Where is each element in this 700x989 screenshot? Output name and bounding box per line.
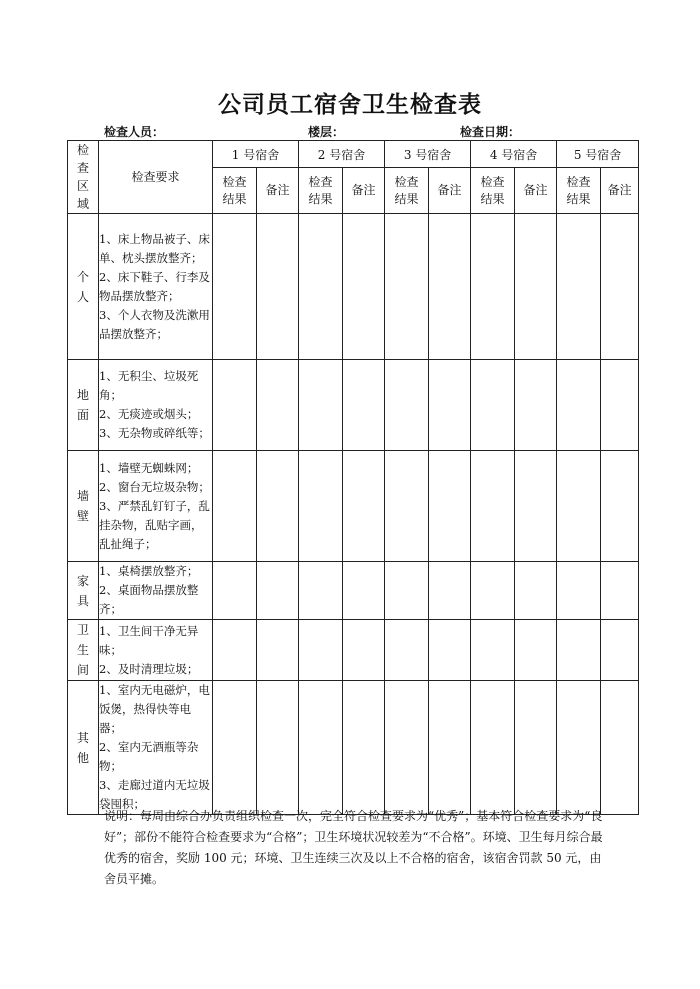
remark-cell[interactable] <box>601 451 639 562</box>
remark-cell[interactable] <box>429 360 471 451</box>
dorm-header-4: 4 号宿舍 <box>471 141 557 168</box>
requirement-item: 2、室内无酒瓶等杂物； <box>99 740 199 773</box>
result-cell[interactable] <box>213 681 257 815</box>
area-cell: 个 人 <box>68 214 99 360</box>
result-cell[interactable] <box>299 620 343 681</box>
result-cell[interactable] <box>213 562 257 620</box>
table-row <box>68 360 639 451</box>
area-cell: 其 他 <box>68 681 99 815</box>
result-cell[interactable] <box>385 681 429 815</box>
area-cell: 地 面 <box>68 360 99 451</box>
requirement-item: 2、床下鞋子、行李及物品摆放整齐； <box>99 269 210 303</box>
requirement-cell <box>99 620 213 681</box>
remark-cell[interactable] <box>343 562 385 620</box>
remark-cell[interactable] <box>601 360 639 451</box>
dorm-header-5: 5 号宿舍 <box>557 141 639 168</box>
result-cell[interactable] <box>557 562 601 620</box>
remark-cell[interactable] <box>429 214 471 360</box>
inspector-label: 检查人员： <box>104 125 165 139</box>
result-cell[interactable] <box>471 451 515 562</box>
result-header-5: 检查 结果 <box>557 168 601 214</box>
remark-cell[interactable] <box>343 451 385 562</box>
table-row <box>68 562 639 620</box>
result-header-4: 检查 结果 <box>471 168 515 214</box>
page-title: 公司员工宿舍卫生检查表 <box>218 91 482 118</box>
requirement-item: 2、桌面物品摆放整齐； <box>99 583 199 616</box>
requirement-item: 3、个人衣物及洗漱用品摆放整齐； <box>99 307 210 341</box>
date-label: 检查日期： <box>460 125 521 139</box>
result-cell[interactable] <box>471 562 515 620</box>
requirement-item: 3、无杂物或碎纸等； <box>99 426 210 440</box>
remark-header-4: 备注 <box>515 168 557 214</box>
dorm-header-1: 1 号宿舍 <box>213 141 299 168</box>
remark-cell[interactable] <box>429 451 471 562</box>
result-cell[interactable] <box>557 620 601 681</box>
result-cell[interactable] <box>385 214 429 360</box>
requirement-cell <box>99 214 213 360</box>
remark-cell[interactable] <box>257 451 299 562</box>
result-cell[interactable] <box>471 360 515 451</box>
result-cell[interactable] <box>557 360 601 451</box>
remark-cell[interactable] <box>515 214 557 360</box>
remark-cell[interactable] <box>515 620 557 681</box>
remark-cell[interactable] <box>257 681 299 815</box>
result-cell[interactable] <box>299 681 343 815</box>
remark-header-2: 备注 <box>343 168 385 214</box>
requirement-item: 3、走廊过道内无垃圾袋囤积； <box>99 778 210 811</box>
table-row <box>68 681 639 815</box>
remark-cell[interactable] <box>257 360 299 451</box>
area-header: 检 查 区 域 <box>68 141 99 214</box>
result-header-1: 检查 结果 <box>213 168 257 214</box>
table-row <box>68 451 639 562</box>
remark-cell[interactable] <box>429 681 471 815</box>
result-cell[interactable] <box>557 681 601 815</box>
result-cell[interactable] <box>299 562 343 620</box>
remark-cell[interactable] <box>343 620 385 681</box>
result-header-2: 检查 结果 <box>299 168 343 214</box>
result-cell[interactable] <box>299 214 343 360</box>
remark-header-5: 备注 <box>601 168 639 214</box>
result-cell[interactable] <box>213 451 257 562</box>
area-cell: 墙 壁 <box>68 451 99 562</box>
remark-cell[interactable] <box>515 681 557 815</box>
result-cell[interactable] <box>213 360 257 451</box>
result-cell[interactable] <box>471 620 515 681</box>
remark-cell[interactable] <box>601 214 639 360</box>
requirement-item: 1、卫生间干净无异味； <box>99 623 199 657</box>
remark-cell[interactable] <box>257 562 299 620</box>
remark-cell[interactable] <box>257 214 299 360</box>
result-cell[interactable] <box>385 620 429 681</box>
requirement-item: 1、室内无电磁炉，电饭煲，热得快等电器； <box>99 683 210 735</box>
requirement-item: 2、无痰迹或烟头； <box>99 407 199 421</box>
remark-cell[interactable] <box>601 681 639 815</box>
remark-cell[interactable] <box>601 620 639 681</box>
result-cell[interactable] <box>471 681 515 815</box>
remark-header-1: 备注 <box>257 168 299 214</box>
requirement-item: 2、及时清理垃圾； <box>99 661 199 676</box>
requirement-cell <box>99 562 213 620</box>
result-cell[interactable] <box>471 214 515 360</box>
dorm-header-3: 3 号宿舍 <box>385 141 471 168</box>
result-cell[interactable] <box>213 214 257 360</box>
requirement-item: 1、床上物品被子、床单、枕头摆放整齐； <box>99 231 210 265</box>
table-row <box>68 620 639 681</box>
requirement-cell <box>99 681 213 815</box>
floor-label: 楼层： <box>308 125 345 139</box>
requirement-item: 1、无积尘、垃圾死角； <box>99 369 199 402</box>
result-cell[interactable] <box>557 214 601 360</box>
requirement-cell <box>99 360 213 451</box>
remark-header-3: 备注 <box>429 168 471 214</box>
requirement-item: 1、桌椅摆放整齐； <box>99 564 199 578</box>
dorm-header-2: 2 号宿舍 <box>299 141 385 168</box>
result-cell[interactable] <box>385 360 429 451</box>
area-cell: 家 具 <box>68 562 99 620</box>
remark-cell[interactable] <box>515 360 557 451</box>
note-text: 说明：每周由综合办负责组织检查一次，完全符合检查要求为“优秀”；基本符合检查要求为“良好”；部份不能符合检查要求为“合格”；卫生环境状况较差为“不合格”。环境、卫生每月综合最优秀的宿舍，奖励 100 元；环境、卫生连续三次及以上不合格的宿舍，该宿舍罚款 50 元，由舍员平摊。 <box>104 809 603 886</box>
remark-cell[interactable] <box>601 562 639 620</box>
result-cell[interactable] <box>299 451 343 562</box>
inspection-table <box>67 140 639 815</box>
result-cell[interactable] <box>385 562 429 620</box>
remark-cell[interactable] <box>429 620 471 681</box>
requirement-item: 3、严禁乱钉钉子，乱挂杂物，乱贴字画，乱扯绳子； <box>99 498 210 551</box>
result-cell[interactable] <box>557 451 601 562</box>
requirement-item: 1、墙壁无蜘蛛网； <box>99 460 199 475</box>
requirement-header: 检查要求 <box>99 141 213 214</box>
remark-cell[interactable] <box>515 562 557 620</box>
result-cell[interactable] <box>299 360 343 451</box>
remark-cell[interactable] <box>343 214 385 360</box>
remark-cell[interactable] <box>343 360 385 451</box>
area-cell: 卫 生 间 <box>68 620 99 681</box>
table-row <box>68 214 639 360</box>
remark-cell[interactable] <box>257 620 299 681</box>
result-header-3: 检查 结果 <box>385 168 429 214</box>
remark-cell[interactable] <box>343 681 385 815</box>
remark-cell[interactable] <box>515 451 557 562</box>
result-cell[interactable] <box>385 451 429 562</box>
remark-cell[interactable] <box>429 562 471 620</box>
result-cell[interactable] <box>213 620 257 681</box>
requirement-cell <box>99 451 213 562</box>
requirement-item: 2、窗台无垃圾杂物； <box>99 479 210 494</box>
